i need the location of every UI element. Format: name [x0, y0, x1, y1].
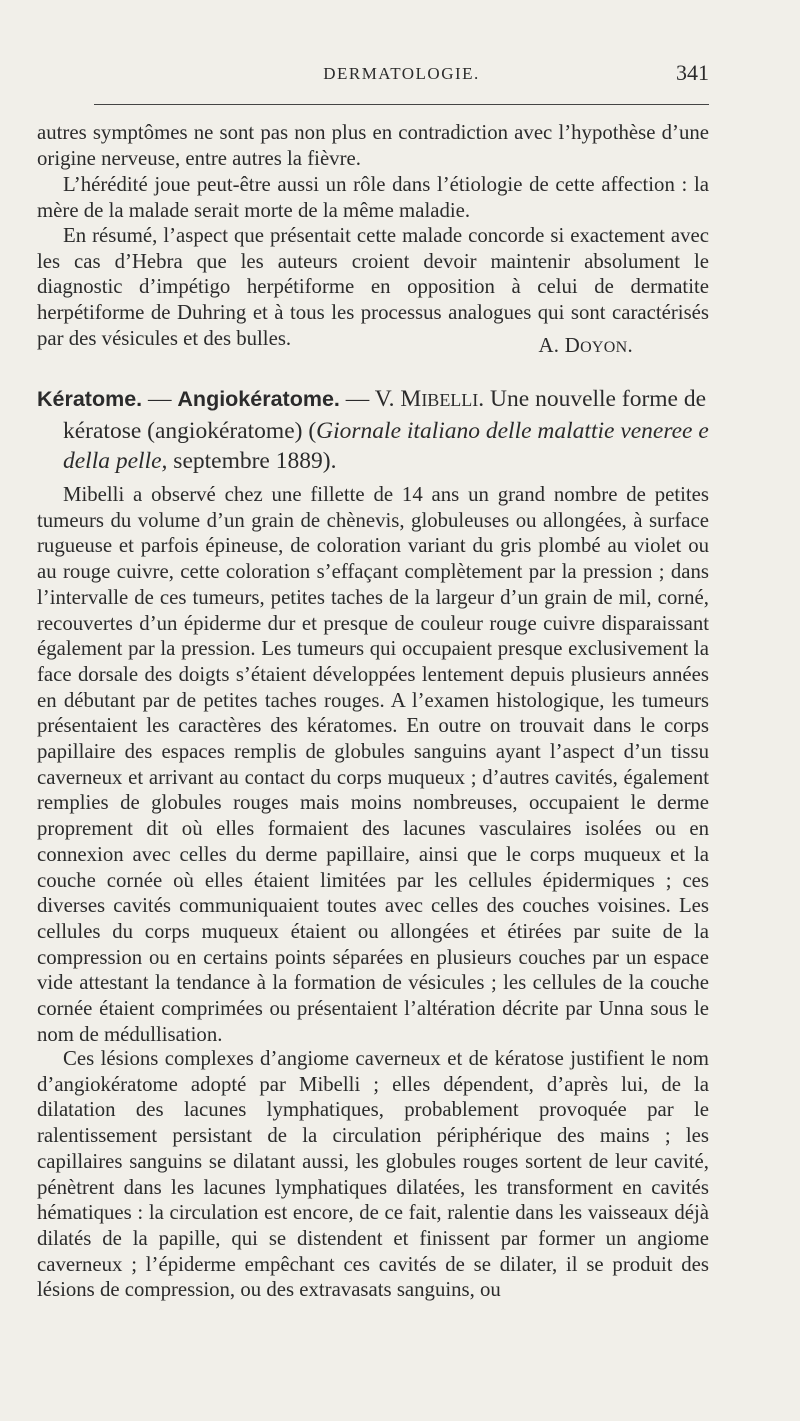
- header-rule: [94, 104, 709, 105]
- title-angiokeratome: Angiokératome.: [177, 387, 340, 411]
- title-sep-2: — V. M: [339, 386, 422, 412]
- publication-date: septembre 1889).: [167, 448, 337, 474]
- journal-name: Giornale italiano delle malattie veneree e della pelle,: [63, 417, 709, 474]
- signature-initial: A. D: [538, 334, 581, 357]
- signature-name: OYON: [580, 339, 628, 356]
- signature-end: .: [627, 334, 633, 357]
- title-text: . Une nouvelle forme de: [478, 386, 707, 412]
- title-sep-1: —: [142, 386, 178, 412]
- page-number: 341: [676, 60, 709, 85]
- paragraph-continuation: autres symptômes ne sont pas non plus en contradiction avec l’hypothèse d’une origine nerveuse, entre autres la fièvre.: [37, 121, 709, 170]
- paragraph-observation: Mibelli a observé chez une fillette de 14 ans un grand nombre de petites tumeurs du volume d’un grain de chènevis, globuleuses ou allongées, à surface rugueuse et parfois épineuse, de coloration variant du gris plombé au violet ou au rouge cuivre, cette coloration s’effaçant complètement par la pression ; dans l’intervalle de ces tumeurs, petites taches de la largeur d’un grain de mil, corné, recouvertes d’un épiderme dur et presque de couleur rouge cuivre disparaissant également par la pression. Les tumeurs qui occupaient presque exclusivement la face dorsale des doigts s’étaient développées lentement depuis plusieurs années en débutant par de petites taches rouges. A l’examen histologique, les tumeurs présentaient les caractères des kératomes. En outre on trouvait dans le corps papillaire des espaces remplis de globules sanguins ayant l’aspect d’un tissu caverneux et arrivant au contact du corps muqueux ; d’autres cavités, également remplies de globules rouges mais moins nombreuses, occupaient le derme proprement dit où elles formaient des lacunes vasculaires isolées ou en connexion avec celles du derme papillaire, ainsi que le corps muqueux et la couche cornée où elles étaient limitées par les cellules épidermiques ; ces diverses cavités communiquaient toutes avec celles des couches voisines. Les cellules du corps muqueux étaient ou allongées et étirées par suite de la compression ou en certains points séparées en plusieurs couches par un espace vide attestant la tendance à la formation de vésicules ; les cellules de la couche cornée étaient comprimées ou présentaient l’altération décrite par Unna sous le nom de médullisation.: [37, 483, 709, 1046]
- paragraph-lesions: Ces lésions complexes d’angiome caverneux et de kératose justifient le nom d’angiokératome adopté par Mibelli ; elles dépendent, d’après lui, de la dilatation des lacunes lymphatiques, probablement provoquée par le ralentissement persistant de la circulation périphérique des mains ; les capillaires sanguins se dilatant aussi, les globules rouges sortent de leur cavité, pénètrent dans les lacunes lymphatiques dilatées, les transforment en cavités hématiques : la circulation est encore, de ce fait, ralentie dans les vaisseaux déjà dilatés de la papille, qui se distendent et finissent par former un angiome caverneux ; l’épiderme empêchant ces cavités de se dilater, il se produit des lésions de compression, ou des extravasats sanguins, ou: [37, 1047, 709, 1302]
- article-heading: [37, 384, 709, 477]
- page-header: [94, 60, 709, 90]
- title-continuation: [37, 416, 709, 477]
- author-signature: [538, 332, 633, 362]
- title-line2: kératose (angiokératome) (: [63, 417, 317, 444]
- running-head: DERMATOLOGIE.: [323, 64, 480, 83]
- author-name: IBELLI: [421, 390, 479, 410]
- title-keratome: Kératome.: [37, 387, 143, 411]
- paragraph-resume: En résumé, l’aspect que présentait cette malade concorde si exactement avec les cas d’Hebra que les auteurs croient devoir maintenir absolument le diagnostic d’impétigo herpétiforme en opposition à celui de dermatite herpétiforme de Duhring et à tous les processus analogues qui sont caractérisés par des vésicules et des bulles.: [37, 224, 709, 350]
- paragraph-heredite: L’hérédité joue peut-être aussi un rôle dans l’étiologie de cette affection : la mère de la malade serait morte de la même maladie.: [37, 173, 709, 222]
